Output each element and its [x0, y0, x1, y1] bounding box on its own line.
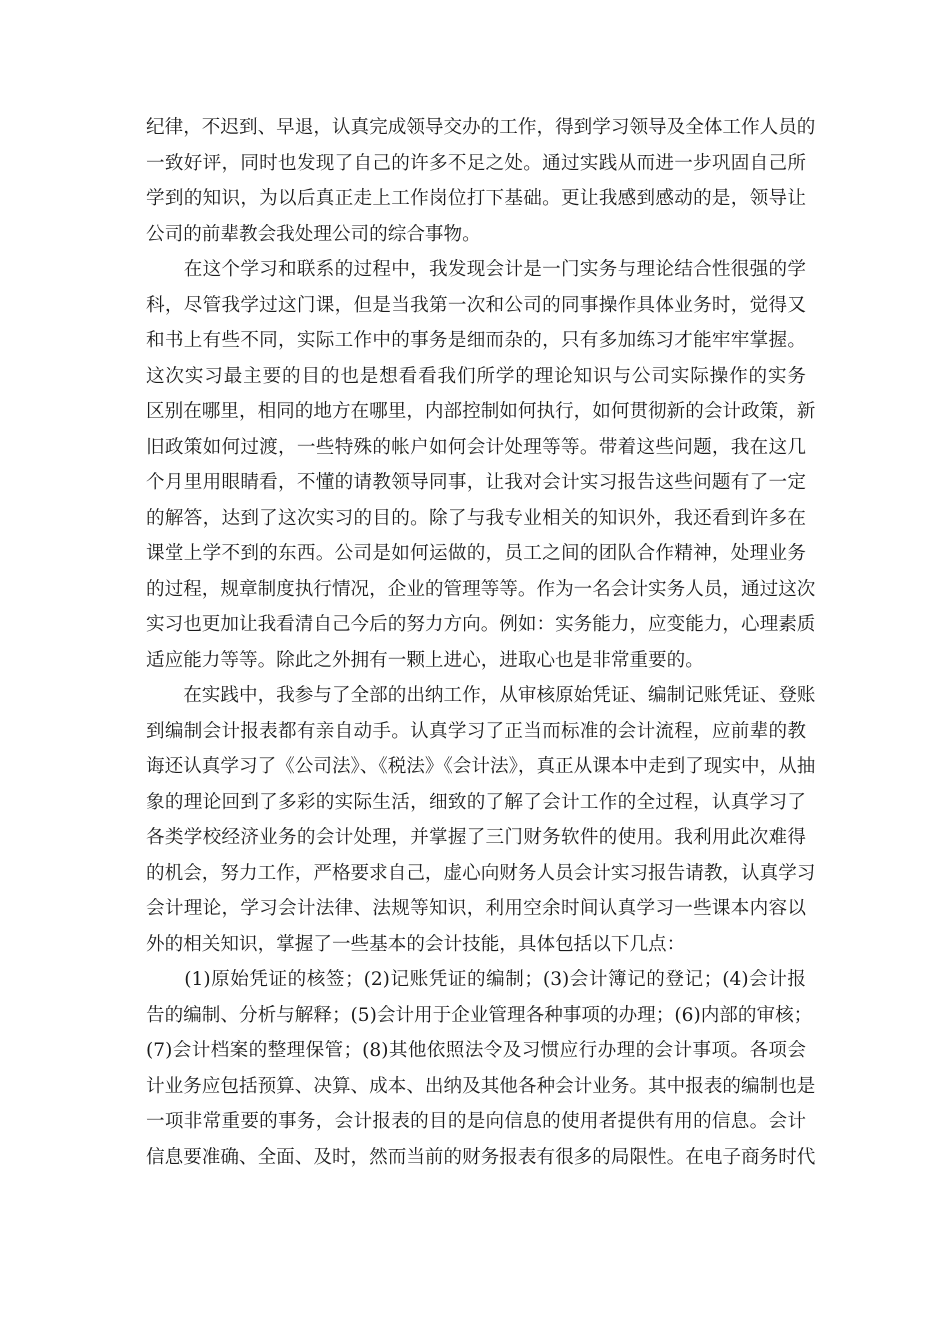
text-line: 科，尽管我学过这门课，但是当我第一次和公司的同事操作具体业务时，觉得又: [146, 294, 806, 316]
text-line: 会计理论，学习会计法律、法规等知识，利用空余时间认真学习一些课本内容以: [146, 898, 806, 919]
paragraph: [146, 678, 816, 962]
text-line: 纪律，不迟到、早退，认真完成领导交办的工作，得到学习领导及全体工作人员的: [146, 117, 816, 138]
text-line: 个月里用眼睛看，不懂的请教领导同事，让我对会计实习报告这些问题有了一定: [146, 472, 806, 493]
text-line: (7)会计档案的整理保管；(8)其他依照法令及习惯应行办理的会计事项。各项会: [146, 1040, 806, 1061]
paragraph: [146, 110, 816, 252]
text-line: 课堂上学不到的东西。公司是如何运做的，员工之间的团队合作精神，处理业务: [146, 543, 806, 564]
text-line: 象的理论回到了多彩的实际生活，细致的了解了会计工作的全过程，认真学习了: [146, 791, 806, 813]
paragraph: [146, 252, 816, 678]
text-line: 外的相关知识，掌握了一些基本的会计技能，具体包括以下几点：: [146, 933, 686, 955]
text-line: 公司的前辈教会我处理公司的综合事物。: [146, 223, 481, 245]
text-line: 计业务应包括预算、决算、成本、出纳及其他各种会计业务。其中报表的编制也是: [146, 1075, 816, 1097]
text-line: 诲还认真学习了《公司法》、《税法》《会计法》，真正从课本中走到了现实中，从抽: [146, 756, 816, 777]
text-line: 告的编制、分析与解释；(5)会计用于企业管理各种事项的办理；(6)内部的审核；: [146, 1004, 813, 1026]
text-line: 适应能力等等。除此之外拥有一颗上进心，进取心也是非常重要的。: [146, 649, 704, 671]
text-line: 到编制会计报表都有亲自动手。认真学习了正当而标准的会计流程，应前辈的教: [146, 720, 806, 742]
text-line: 和书上有些不同，实际工作中的事务是细而杂的，只有多加练习才能牢牢掌握。: [146, 330, 806, 351]
text-line: 学到的知识，为以后真正走上工作岗位打下基础。更让我感到感动的是，领导让: [146, 188, 806, 209]
body-text: [146, 110, 816, 1175]
text-line: 各类学校经济业务的会计处理，并掌握了三门财务软件的使用。我利用此次难得: [146, 827, 806, 848]
text-line: 一致好评，同时也发现了自己的许多不足之处。通过实践从而进一步巩固自己所: [146, 152, 806, 174]
text-line: (1)原始凭证的核签；(2)记账凭证的编制；(3)会计簿记的登记；(4)会计报: [146, 969, 806, 990]
paragraph: [146, 962, 816, 1175]
text-line: 这次实习最主要的目的也是想看看我们所学的理论知识与公司实际操作的实务: [146, 365, 806, 387]
text-line: 的过程，规章制度执行情况，企业的管理等等。作为一名会计实务人员，通过这次: [146, 578, 816, 600]
text-line: 的机会，努力工作，严格要求自己，虚心向财务人员会计实习报告请教，认真学习: [146, 862, 816, 884]
text-line: 在实践中，我参与了全部的出纳工作，从审核原始凭证、编制记账凭证、登账: [146, 685, 816, 706]
text-line: 区别在哪里，相同的地方在哪里，内部控制如何执行，如何贯彻新的会计政策，新: [146, 401, 816, 422]
text-line: 实习也更加让我看清自己今后的努力方向。例如：实务能力，应变能力，心理素质: [146, 614, 816, 635]
text-line: 的解答，达到了这次实习的目的。除了与我专业相关的知识外，我还看到许多在: [146, 507, 806, 529]
text-line: 旧政策如何过渡，一些特殊的帐户如何会计处理等等。带着这些问题，我在这几: [146, 436, 806, 458]
text-line: 一项非常重要的事务，会计报表的目的是向信息的使用者提供有用的信息。会计: [146, 1111, 806, 1132]
text-line: 信息要准确、全面、及时，然而当前的财务报表有很多的局限性。在电子商务时代: [146, 1146, 816, 1168]
text-line: 在这个学习和联系的过程中，我发现会计是一门实务与理论结合性很强的学: [146, 259, 806, 280]
